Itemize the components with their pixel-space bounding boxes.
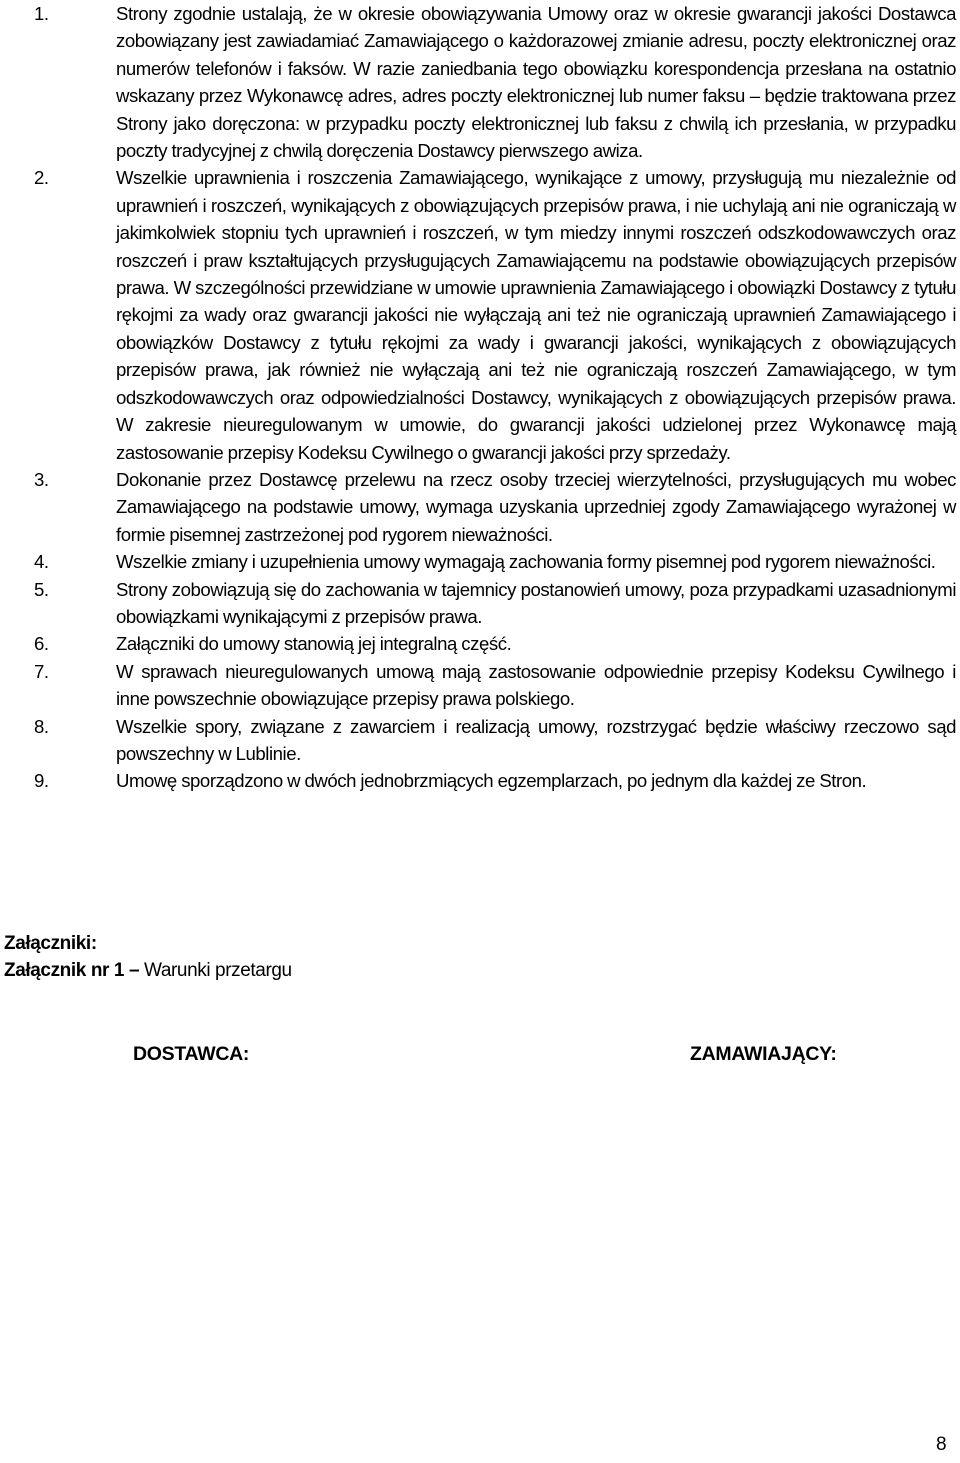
clause-text: Załączniki do umowy stanowią jej integralną część. <box>116 633 512 655</box>
clause-item <box>0 767 960 794</box>
clause-number: 9. <box>34 770 49 792</box>
attachments-heading: Załączniki: <box>4 933 97 954</box>
clause-number: 8. <box>34 715 49 737</box>
clause-number: 2. <box>34 167 49 189</box>
clause-number: 5. <box>34 578 49 600</box>
clause-text: Wszelkie zmiany i uzupełnienia umowy wymagają zachowania formy pisemnej pod rygorem nieważności. <box>116 551 936 573</box>
attachment-item <box>4 957 292 984</box>
clause-text: Strony zobowiązują się do zachowania w tajemnicy postanowień umowy, poza przypadkami uzasadnionymi obowiązkami wynikającymi z przepisów prawa. <box>116 578 956 627</box>
clause-item <box>0 466 960 548</box>
clause-text: Strony zgodnie ustalają, że w okresie obowiązywania Umowy oraz w okresie gwarancji jakości Dostawca zobowiązany jest zawiadamiać Zamawiającego o każdorazowej zmianie adresu, poczty elektronicznej oraz numerów telefonów i faksów. W razie zaniedbania tego obowiązku korespondencja przesłana na ostatnio wskazany przez Wykonawcę adres, adres poczty elektronicznej lub numer faksu – będzie traktowana przez Strony jako doręczona: w przypadku poczty elektronicznej lub faksu z chwilą ich przesłania, w przypadku poczty tradycyjnej z chwilą doręczenia Dostawcy pierwszego awiza. <box>116 3 956 162</box>
clause-item <box>0 0 960 164</box>
clause-number: 3. <box>34 468 49 490</box>
page-number: 8 <box>936 1434 947 1455</box>
clause-number: 6. <box>34 633 49 655</box>
attachment-label: Załącznik nr 1 – <box>4 960 140 981</box>
clause-text: Wszelkie spory, związane z zawarciem i realizacją umowy, rozstrzygać będzie właściwy rzeczowo sąd powszechny w Lublinie. <box>116 715 956 764</box>
attachment-title: Warunki przetargu <box>144 960 292 981</box>
clause-text: Umowę sporządzono w dwóch jednobrzmiących egzemplarzach, po jednym dla każdej ze Stron. <box>116 770 867 792</box>
clause-number: 4. <box>34 551 49 573</box>
attachments-section <box>4 930 292 984</box>
clause-item <box>0 713 960 768</box>
clause-number: 7. <box>34 660 49 682</box>
clause-text: Dokonanie przez Dostawcę przelewu na rzecz osoby trzeciej wierzytelności, przysługujących mu wobec Zamawiającego na podstawie umowy, wymaga uzyskania uprzedniej zgody Zamawiającego wyrażonej w formie pisemnej zastrzeżonej pod rygorem nieważności. <box>116 468 956 545</box>
clause-item <box>0 630 960 657</box>
clause-number: 1. <box>34 3 49 24</box>
clause-item <box>0 658 960 713</box>
clause-text: W sprawach nieuregulowanych umową mają zastosowanie odpowiednie przepisy Kodeksu Cywilnego i inne powszechnie obowiązujące przepisy prawa polskiego. <box>116 660 956 710</box>
signature-supplier: DOSTAWCA: <box>133 1043 250 1065</box>
signature-block <box>0 1043 960 1073</box>
signature-buyer: ZAMAWIAJĄCY: <box>690 1043 837 1065</box>
clause-item <box>0 576 960 631</box>
clause-item <box>0 548 960 575</box>
clause-text: Wszelkie uprawnienia i roszczenia Zamawiającego, wynikające z umowy, przysługują mu niezależnie od uprawnień i roszczeń, wynikających z obowiązujących przepisów prawa, i nie uchylają ani nie ograniczają w jakimkolwiek stopniu tych uprawnień i roszczeń, w tym miedzy innymi roszczeń odszkodowawczych oraz roszczeń i praw kształtujących przysługujących Zamawiającemu na podstawie obowiązujących przepisów prawa. W szczególności przewidziane w umowie uprawnienia Zamawiającego i obowiązki Dostawcy z tytułu rękojmi za wady oraz gwarancji jakości nie wyłączają ani też nie ograniczają uprawnień Zamawiającego i obowiązków Dostawcy z tytułu rękojmi za wady i gwarancji jakości, wynikających z obowiązujących przepisów prawa, jak również nie wyłączają ani też nie ograniczają roszczeń Zamawiającego, w tym odszkodowawczych oraz odpowiedzialności Dostawcy, wynikających z obowiązujących przepisów prawa. W zakresie nieuregulowanym w umowie, do gwarancji jakości udzielonej przez Wykonawcę mają zastosowanie przepisy Kodeksu Cywilnego o gwarancji jakości przy sprzedaży. <box>116 167 956 463</box>
clause-item <box>0 164 960 465</box>
